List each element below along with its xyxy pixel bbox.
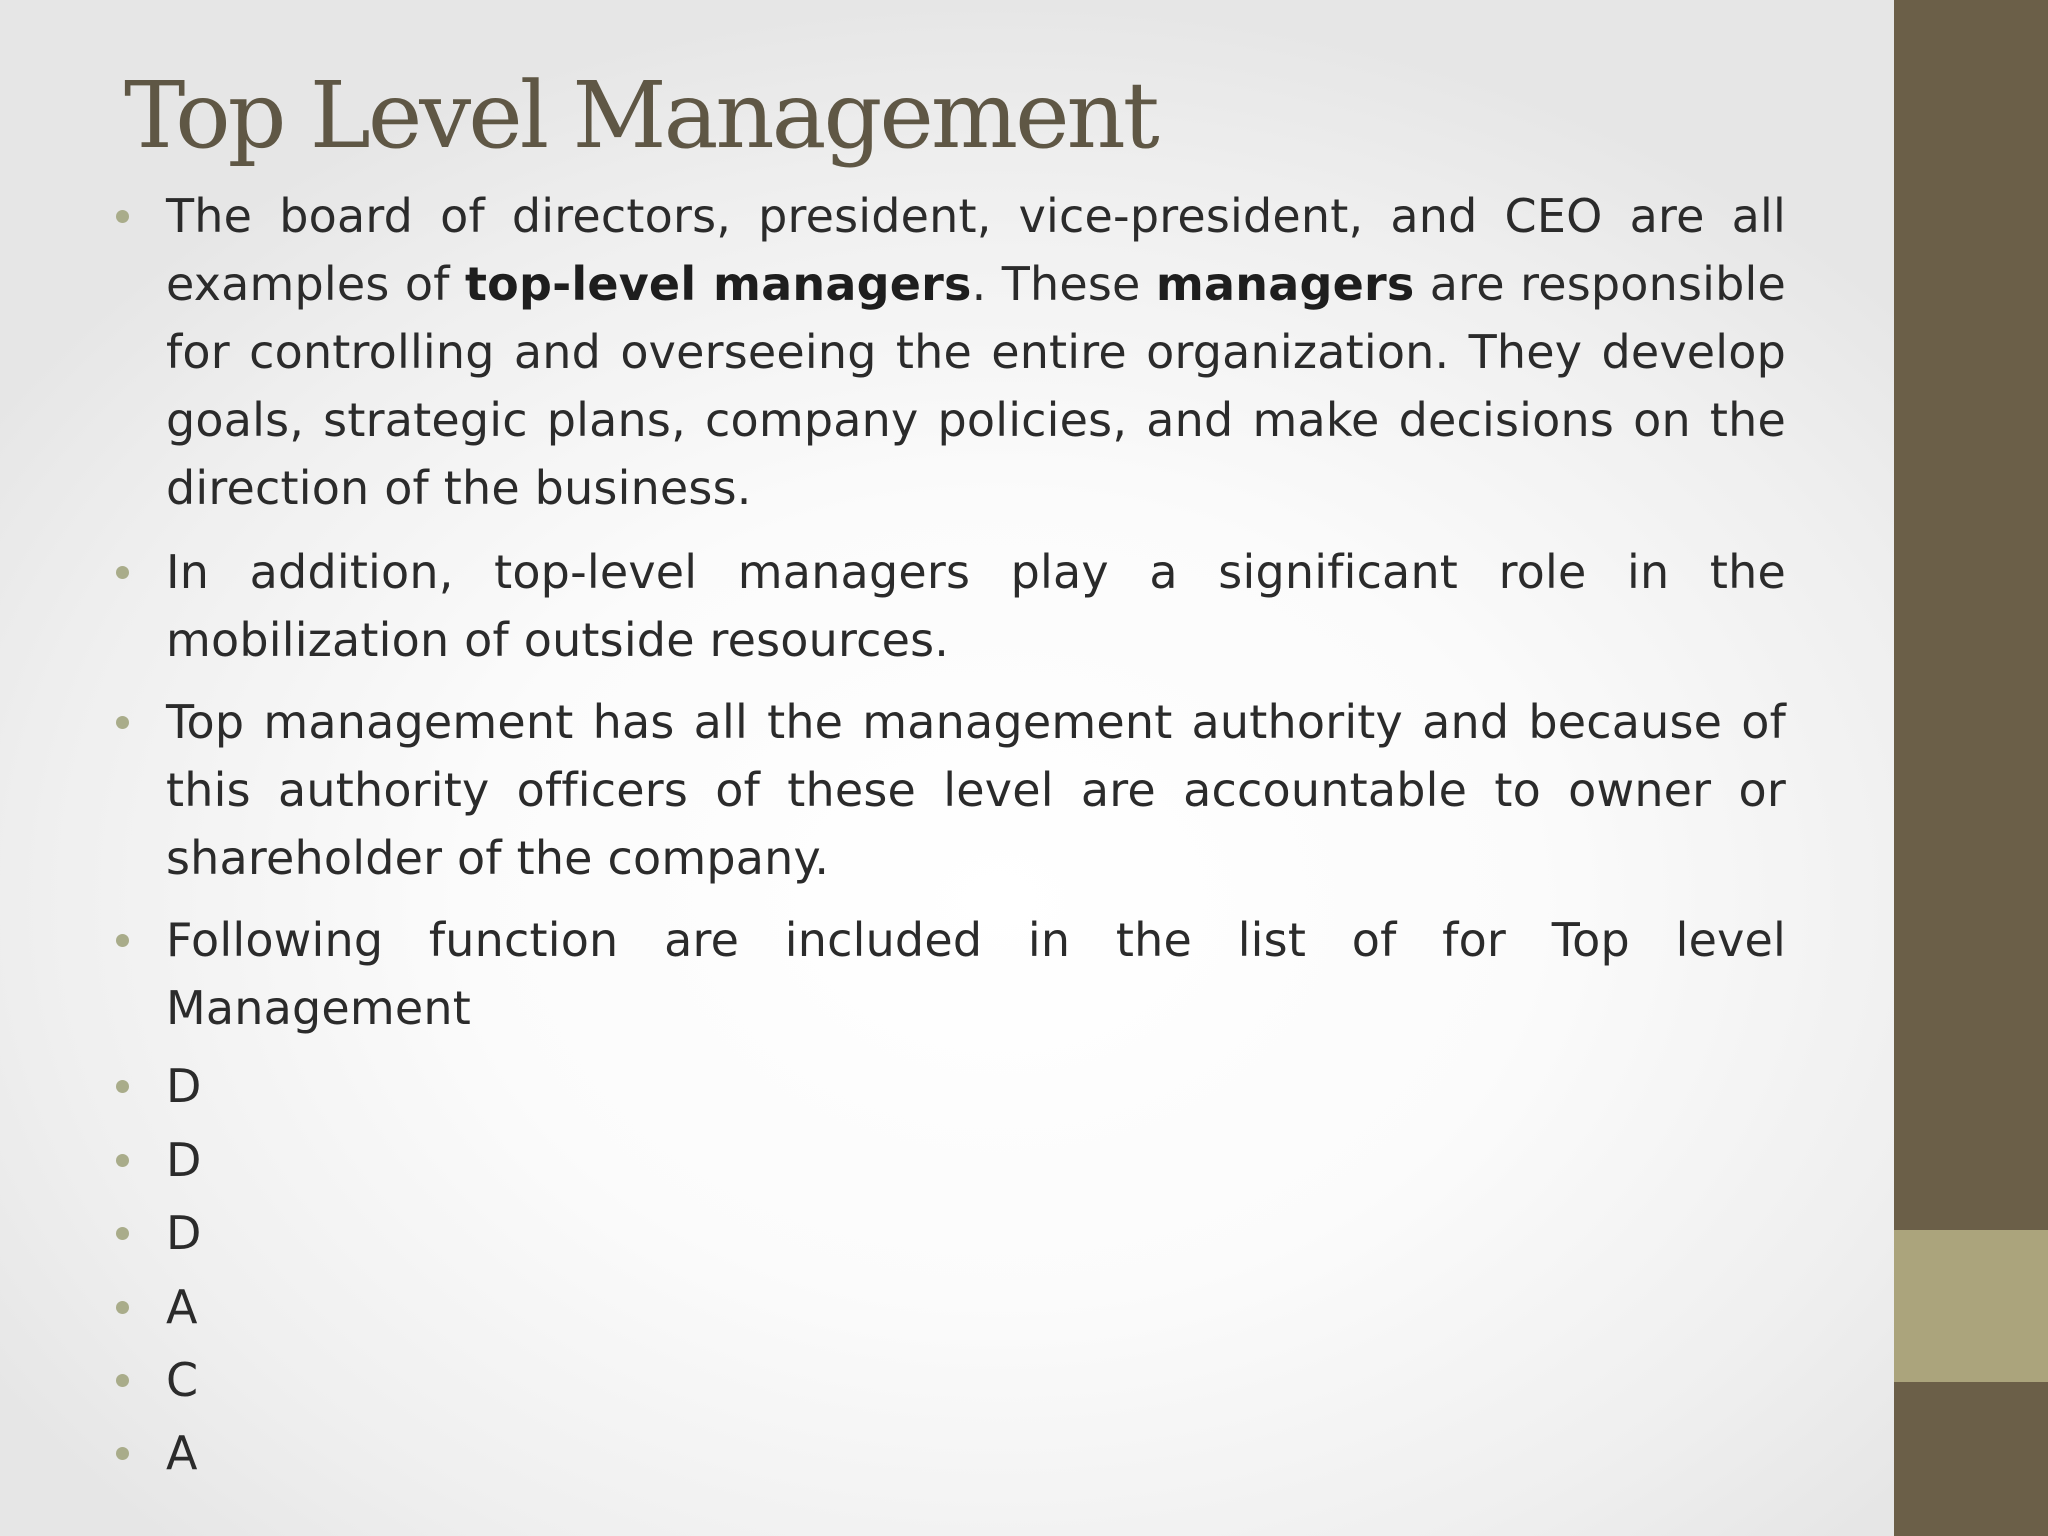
slide-title: Top Level Management xyxy=(124,62,1157,169)
bullet-item xyxy=(166,538,1786,674)
short-bullet-item xyxy=(166,1419,1786,1487)
bullet-text: D xyxy=(166,1206,202,1260)
bullet-item xyxy=(166,906,1786,1042)
bullet-dot-icon xyxy=(116,210,129,223)
bullet-text: Following function are included in the list of for Top level Management xyxy=(166,913,1786,1035)
bullet-text: are responsible for controlling and overseeing the entire organization. They develop goals, strategic plans, company policies, and make decisions on the direction of the business. xyxy=(166,257,1786,515)
bullet-dot-icon xyxy=(116,566,129,579)
bullet-dot-icon xyxy=(116,1301,129,1314)
bullet-text: D xyxy=(166,1059,202,1113)
short-bullet-item xyxy=(166,1052,1786,1120)
bullet-text: A xyxy=(166,1280,198,1334)
bullet-dot-icon xyxy=(116,1080,129,1093)
bullet-item xyxy=(166,182,1786,522)
decorative-sidebar xyxy=(1894,0,2048,1536)
bullet-text: The board of directors, president, vice-president, and CEO are all examples of xyxy=(166,189,1786,311)
bullet-item xyxy=(166,688,1786,892)
bullet-text: . These xyxy=(971,257,1156,311)
bullet-dot-icon xyxy=(116,1227,129,1240)
bullet-text: In addition, top-level managers play a significant role in the mobilization of outside resources. xyxy=(166,545,1786,667)
bullet-dot-icon xyxy=(116,1154,129,1167)
bullet-bold-text: top-level managers xyxy=(464,257,972,311)
bullet-dot-icon xyxy=(116,1374,129,1387)
short-bullet-item xyxy=(166,1199,1786,1267)
bullet-text: Top management has all the management authority and because of this authority officers of these level are accountable to owner or shareholder of the company. xyxy=(166,695,1786,885)
short-bullet-item xyxy=(166,1273,1786,1341)
short-bullet-item xyxy=(166,1126,1786,1194)
decorative-sidebar-band xyxy=(1894,1230,2048,1382)
bullet-dot-icon xyxy=(116,934,129,947)
bullet-bold-text: managers xyxy=(1155,257,1415,311)
bullet-text: A xyxy=(166,1426,198,1480)
bullet-text: D xyxy=(166,1133,202,1187)
short-bullet-item xyxy=(166,1346,1786,1414)
bullet-dot-icon xyxy=(116,716,129,729)
bullet-dot-icon xyxy=(116,1447,129,1460)
bullet-text: C xyxy=(166,1353,199,1407)
